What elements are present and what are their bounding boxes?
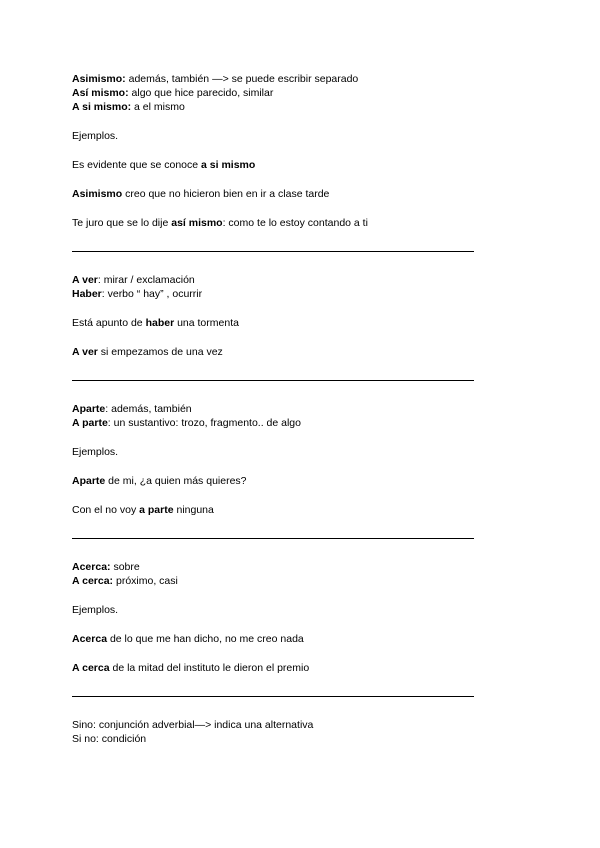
definition-text: algo que hice parecido, similar	[128, 87, 274, 99]
definition-a-cerca: A cerca: próximo, casi	[72, 575, 178, 587]
example-sentence: A cerca de la mitad del instituto le dieron el premio	[72, 662, 310, 674]
definition-asi-mismo	[72, 86, 532, 100]
example-sentence: Te juro que se lo dije así mismo: como te lo estoy contando a ti	[72, 217, 368, 229]
definition-a-parte: A parte: un sustantivo: trozo, fragmento.. de algo	[72, 417, 301, 429]
separator-line	[72, 696, 474, 697]
example-sentence: Está apunto de haber una tormenta	[72, 317, 239, 329]
example-sentence: Asimismo creo que no hicieron bien en ir a clase tarde	[72, 188, 330, 200]
examples-heading: Ejemplos.	[72, 446, 119, 458]
example-sentence: Es evidente que se conoce a si mismo	[72, 159, 256, 171]
definition-acerca: Acerca: sobre	[72, 561, 140, 573]
term-bold: Asimismo:	[72, 73, 126, 85]
definition-haber: Haber: verbo “ hay” , ocurrir	[72, 288, 203, 300]
examples-heading: Ejemplos.	[72, 604, 119, 616]
example-sentence: Con el no voy a parte ninguna	[72, 504, 214, 516]
definition-asimismo	[72, 72, 532, 86]
definition-sino: Sino: conjunción adverbial—> indica una alternativa	[72, 719, 314, 731]
examples-heading: Ejemplos.	[72, 130, 119, 142]
term-bold: Así mismo:	[72, 87, 129, 99]
example-sentence: Aparte de mi, ¿a quien más quieres?	[72, 475, 247, 487]
definition-si-no: Si no: condición	[72, 733, 147, 745]
separator-line	[72, 380, 474, 381]
separator-line	[72, 538, 474, 539]
definition-text: a el mismo	[131, 101, 185, 113]
definition-text: además, también —> se puede escribir separado	[125, 73, 359, 85]
definition-a-si-mismo	[72, 100, 532, 114]
example-sentence: A ver si empezamos de una vez	[72, 346, 223, 358]
definition-aparte: Aparte: además, también	[72, 403, 192, 415]
separator-line	[72, 251, 474, 252]
definition-a-ver: A ver: mirar / exclamación	[72, 274, 195, 286]
example-sentence: Acerca de lo que me han dicho, no me creo nada	[72, 633, 304, 645]
term-bold: A si mismo:	[72, 101, 132, 113]
document-body	[72, 72, 532, 746]
